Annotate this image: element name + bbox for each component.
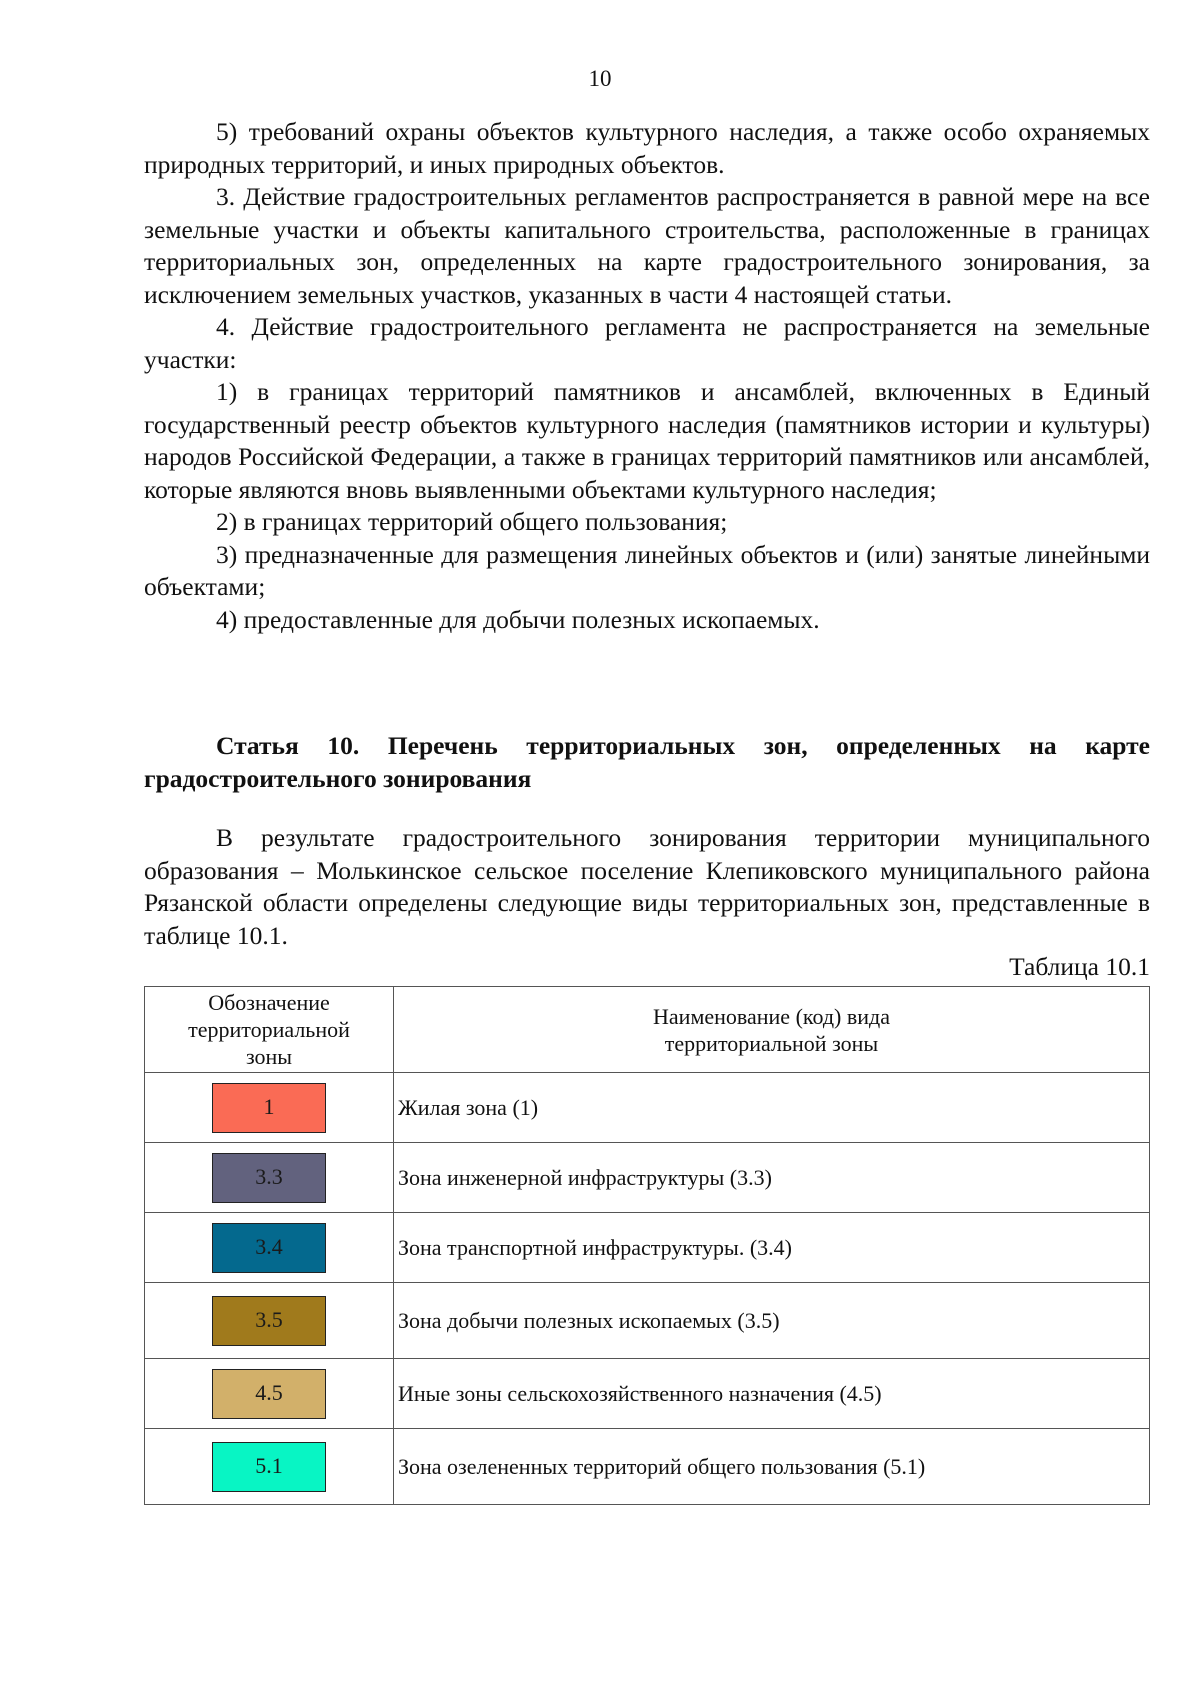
zone-name: Зона инженерной инфраструктуры (3.3): [394, 1143, 1150, 1213]
zone-name: Зона озелененных территорий общего пользования (5.1): [394, 1429, 1150, 1505]
zone-name: Зона транспортной инфраструктуры. (3.4): [394, 1213, 1150, 1283]
zone-color-swatch: 3.5: [212, 1296, 326, 1346]
zone-code-cell: [145, 1073, 394, 1143]
zone-color-swatch: 4.5: [212, 1369, 326, 1419]
paragraph: 4) предоставленные для добычи полезных ископаемых.: [216, 604, 820, 634]
zone-code-cell: [145, 1213, 394, 1283]
zone-color-swatch: 3.3: [212, 1153, 326, 1203]
zone-name: Иные зоны сельскохозяйственного назначения (4.5): [394, 1359, 1150, 1429]
header-name-text: Наименование (код) вида территориальной зоны: [653, 1003, 890, 1056]
table-row: [145, 1073, 1150, 1143]
table-row: [145, 1283, 1150, 1359]
paragraph: 1) в границах территорий памятников и ансамблей, включенных в Единый государственный реестр объектов культурного наследия (памятников истории и культуры) народов Российской Федерации, а также в границах территорий памятников или ансамблей, которые являются вновь выявленными объектами культурного наследия;: [144, 377, 1150, 504]
zones-table: [144, 986, 1150, 1505]
zone-name: Жилая зона (1): [394, 1073, 1150, 1143]
zone-code-cell: [145, 1143, 394, 1213]
header-code-text: Обозначение территориальной зоны: [188, 990, 350, 1069]
article-10-heading: Статья 10. Перечень территориальных зон, определенных на карте градостроительного зонирования: [144, 731, 1150, 793]
header-zone-designation: [145, 987, 394, 1073]
table-row: [145, 1213, 1150, 1283]
intro-paragraph: В результате градостроительного зонирования территории муниципального образования – Молькинское сельское поселение Клепиковского муниципального района Рязанской области определены следующие виды территориальных зон, представленные в таблице 10.1.: [144, 823, 1150, 950]
zone-color-swatch: 5.1: [212, 1442, 326, 1492]
header-zone-name: [394, 987, 1150, 1073]
paragraph: 4. Действие градостроительного регламента не распространяется на земельные участки:: [144, 312, 1150, 374]
table-row: [145, 1429, 1150, 1505]
table-row: [145, 1143, 1150, 1213]
table-header-row: [145, 987, 1150, 1073]
table-caption: Таблица 10.1: [1009, 952, 1150, 981]
paragraph: 2) в границах территорий общего пользования;: [216, 507, 728, 536]
zone-code-cell: [145, 1429, 394, 1505]
zone-code-cell: [145, 1283, 394, 1359]
paragraph: 5) требований охраны объектов культурного наследия, а также особо охраняемых природных территорий, и иных природных объектов.: [144, 117, 1150, 179]
zone-name: Зона добычи полезных ископаемых (3.5): [394, 1283, 1150, 1359]
zone-color-swatch: 3.4: [212, 1223, 326, 1273]
paragraph: 3) предназначенные для размещения линейных объектов и (или) занятые линейными объектами;: [144, 539, 1150, 601]
paragraph: 3. Действие градостроительных регламентов распространяется в равной мере на все земельные участки и объекты капитального строительства, расположенные в границах территориальных зон, определенных на карте градостроительного зонирования, за исключением земельных участков, указанных в части 4 настоящей статьи.: [144, 182, 1150, 309]
zone-color-swatch: 1: [212, 1083, 326, 1133]
zone-code-cell: [145, 1359, 394, 1429]
table-row: [145, 1359, 1150, 1429]
article-9-text: [144, 116, 1150, 636]
page-number: 10: [588, 66, 612, 91]
